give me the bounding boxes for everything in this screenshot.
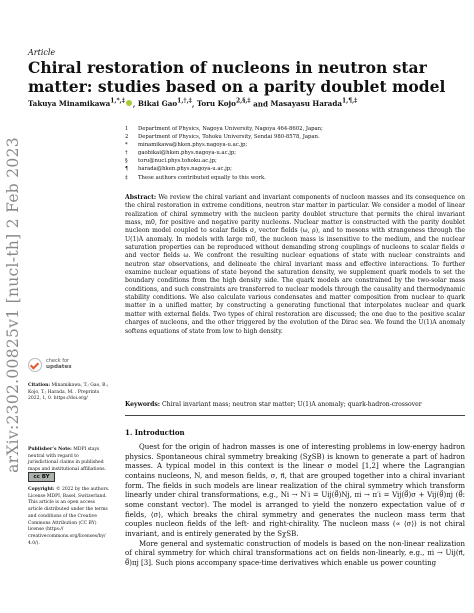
body-paragraph: More general and systematic construction of models is based on the non-linear realization of chiral symmetry for which chiral transformations act on fields non-linearly, e.g., πi → Uij(π⃗, θ⃗)πj [3]. Such pions accompany space-time derivatives which enable us power counting xyxy=(125,539,465,567)
email-row[interactable]: ¶ harada@hken.phys.nagoya-u.ac.jp; xyxy=(125,166,232,173)
publisher-note-label: Publisher’s Note: xyxy=(28,447,72,452)
abstract-label: Abstract: xyxy=(125,194,157,201)
paper-title: Chiral restoration of nucleons in neutron star matter: studies based on a parity doublet model xyxy=(28,58,446,96)
body-text xyxy=(125,443,465,569)
section-title: 1. Introduction xyxy=(125,428,185,437)
check-updates-icon xyxy=(28,358,42,372)
email-row[interactable]: † gaobikai@hken.phys.nagoya-u.ac.jp; xyxy=(125,150,237,157)
publisher-note xyxy=(28,447,110,474)
citation-text: Minamikawa, T.; Gao, B.; Kojo, T.; Harada, M. . Preprints 2022, 1, 0. https://doi.org/ xyxy=(28,383,109,402)
author-3[interactable]: Toru Kojo$^{2,\S,\ddagger}$ xyxy=(196,98,251,109)
keywords-label: Keywords: xyxy=(125,401,161,408)
orcid-icon[interactable] xyxy=(126,100,132,106)
copyright-label: Copyright: xyxy=(28,487,55,492)
keywords-text: Chiral invariant mass; neutron star matter; U(1)A anomaly; quark-hadron-crossover xyxy=(161,401,422,408)
author-2[interactable]: Bikai Gao$^{1,\dagger,\ddagger}$ xyxy=(137,98,192,109)
citation-label: Citation: xyxy=(28,383,51,388)
abstract-text: We review the chiral variant and invariant components of nucleon masses and its consequence on the chiral restoration in extreme conditions, neutron star matter in particular. We consider a model of linear realization of chiral symmetry with the nucleon parity doublet structure that permits the chiral invariant mass, m0, for positive and negative parity nucleons. Nuclear matter is constructed with the parity doublet nucleon model coupled to scalar fields σ, vector fields (ω, ρ), and to mesons with strangeness through the U(1)A anomaly. In models with large m0, the nucleon mass is insensitive to the medium, and the nuclear saturation properties can be reproduced without demanding strong couplings of nucleons to scalar fields σ and vector fields ω. We confront the resulting nuclear equations of state with nuclear constraints and neutron star observations, and delineate the chiral invariant mass and effective interactions. To further examine nuclear equations of state beyond the saturation density, we supplement quark models to set the boundary conditions from the high density side. The quark models are constrained by the two-solar mass conditions, and such constraints are transferred to nuclear models through the causality and thermodynamic stability conditions. We also calculate various condensates and matter composition from nuclear to quark matter in a unified matter, by constructing a generating functional that interpolates nuclear and quark matter with external fields. Two types of chiral restoration are discussed; the one due to the positive scalar charges of nucleons, and the other triggered by the evolution of the Dirac sea. We found the U(1)A anomaly softens equations of state from low to high density. xyxy=(125,194,466,335)
check-for-updates-badge[interactable]: check for updates xyxy=(28,358,88,376)
arxiv-stamp xyxy=(2,137,24,473)
divider xyxy=(125,415,465,416)
cc-by-license-icon[interactable]: cc BY xyxy=(28,472,55,482)
abstract xyxy=(125,194,465,336)
copyright-block xyxy=(28,487,110,547)
affiliation-row: 1 Department of Physics, Nagoya University, Nagoya 464-8602, Japan; xyxy=(125,126,323,132)
affiliation-row: 2 Department of Physics, Tohoku University, Sendai 980-8578, Japan. xyxy=(125,134,320,141)
article-type: Article xyxy=(28,48,56,57)
keywords xyxy=(125,401,465,408)
body-paragraph: Quest for the origin of hadron masses is one of interesting problems in low-energy hadron physics. Spontaneous chiral symmetry breaking (SχSB) is known to generate a part of hadron masses. A typical model in this context is the linear σ model [1,2] where the Lagrangian contains nucleons, N, and meson fields, σ, π⃗, that are grouped together into a chiral invariant form. The fields in such models are linear realization of the chiral symmetry which transform linearly under chiral transformations, e.g., Ni → N′i = Uij(θ⃗)Nj, πi → π′i = Vij(θ⃗)σ + Vij(θ⃗)πj (θ⃗: some constant vector). The model is arranged to yield the nonzero expectation value of σ fields, ⟨σ⟩, which breaks the chiral symmetry and generates the nucleon mass term that couples nucleon fields of the left- and right-chirality. The nucleon mass (∝ ⟨σ⟩) is not chiral invariant, and is entirely generated by the SχSB. xyxy=(125,443,465,538)
publisher-note-text: MDPI stays neutral with regard to jurisdictional claims in published maps and institutional affiliations. xyxy=(28,447,106,473)
affiliations xyxy=(125,125,465,182)
equal-contribution-note: ‡ These authors contributed equally to this work. xyxy=(125,174,266,181)
author-1[interactable]: Takuya Minamikawa$^{1,*,\ddagger}$ xyxy=(28,99,133,108)
citation-block xyxy=(28,383,110,403)
arxiv-stamp-text: arXiv:2302.00825v1 [nucl-th] 2 Feb 2023 xyxy=(4,137,22,473)
author-4[interactable]: Masayasu Harada$^{1,\P,\ddagger}$ xyxy=(270,98,358,109)
copyright-text: © 2022 by the authors. License MDPI, Basel, Switzerland. This article is an open access article distributed under the terms and conditions of the Creative Commons Attribution (CC BY) license (https:// creativecommons.org/licenses/by/ 4.0/). xyxy=(28,487,110,546)
email-row[interactable]: * minamikawa@hken.phys.nagoya-u.ac.jp; xyxy=(125,142,248,149)
email-row[interactable]: § toru@nucl.phys.tohoku.ac.jp; xyxy=(125,158,217,165)
author-list: Takuya Minamikawa$^{1,*,\ddagger}$ , Bikai Gao$^{1,\dagger,\ddagger}$, Toru Kojo$^{2,\S,\ddagger}$ and Masayasu Harada$^{1,\P,\ddagger}$ xyxy=(28,98,358,109)
